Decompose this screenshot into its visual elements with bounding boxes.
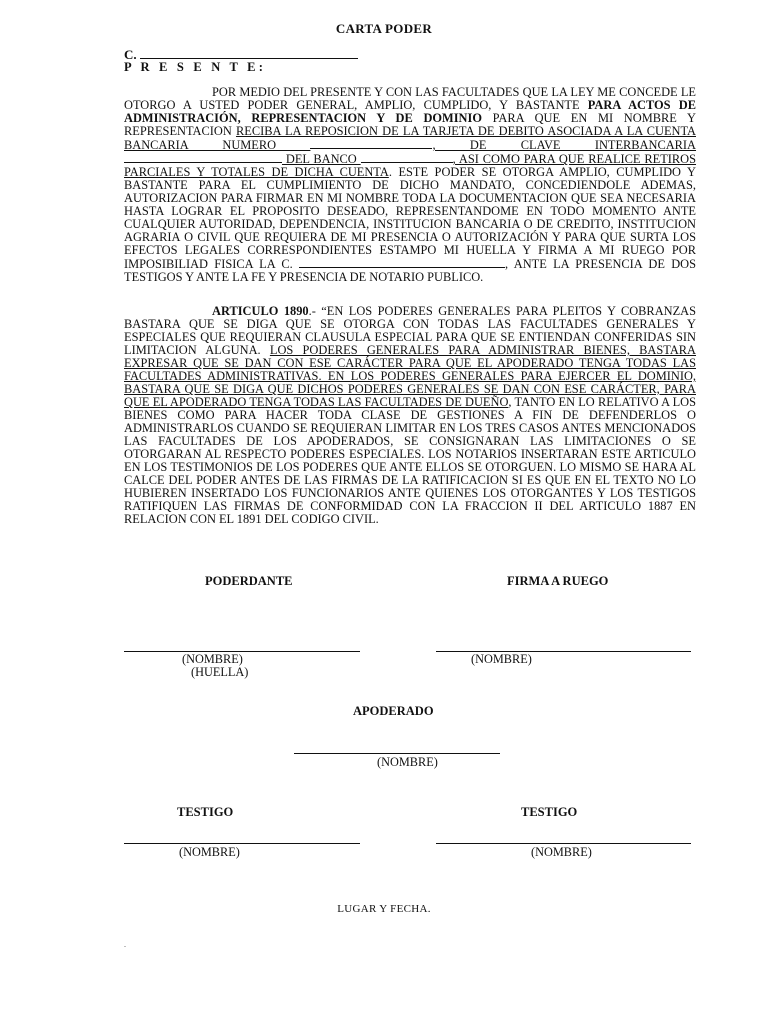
testigo-right-label: TESTIGO (521, 805, 578, 819)
bank-name-blank (361, 152, 453, 163)
clabe-blank (124, 152, 282, 163)
apoderado-label: APODERADO (353, 704, 434, 718)
paragraph-article-1890 (124, 305, 696, 526)
grant-acts-bold: PARA ACTOS DE ADMINISTRACIÓN, REPRESENTACION Y DE DOMINIO (124, 98, 696, 125)
testigo-right-signature-line (436, 843, 691, 844)
grant-text-2: PARA QUE EN MI NOMBRE Y REPRESENTACION (124, 111, 696, 138)
article-text-2: , TANTO EN LO RELATIVO A LOS BIENES COMO PARA HACER TODA CLASE DE GESTIONES A FIN DE DEFENDERLOS O ADMINISTRARLOS CUANDO SE REQUIERAN LIMITAR EN LOS TRES CASOS ANTES MENCIONADOS LAS FACULTADES DE LOS APODERADOS, SE CONSIGNARAN LAS LIMITACIONES O SE OTORGARAN AL RESPECTO PODERES ESPECIALES. LOS NOTARIOS INSERTARAN ESTE ARTICULO EN LOS TESTIMONIOS DE LOS PODERES QUE ANTE ELLOS SE OTORGUEN. LO MISMO SE HARA AL CALCE DEL PODER ANTES DE LAS FIRMAS DE LA RATIFICACION SI ES QUE EN EL TEXTO NO LO HUBIEREN INSERTADO LOS FUNCIONARIOS ANTE QUIENES LOS OTORGANTES Y LOS TESTIGOS RATIFIQUEN LAS FIRMAS DE CONFORMIDAD CON LA FRACCION II DEL ARTICULO 1887 EN RELACION CON EL 1891 DEL CODIGO CIVIL. (124, 395, 696, 526)
testigo-right-name-caption: (NOMBRE) (531, 845, 592, 859)
document-title: CARTA PODER (335, 21, 433, 36)
grant-text-4: , ANTE LA PRESENCIA DE DOS TESTIGOS Y ANTE LA FE Y PRESENCIA DE NOTARIO PUBLICO. (124, 257, 697, 284)
poderdante-label: PODERDANTE (205, 574, 293, 588)
grant-text-3: . ESTE PODER SE OTORGA AMPLIO, CUMPLIDO Y BASTANTE PARA EL CUMPLIMIENTO DE DICHO MANDATO, CONCEDIENDOLE ADEMAS, AUTORIZACION PARA FIRMAR EN MI NOMBRE TODA LA DOCUMENTACION QUE SEA NECESARIA HASTA LOGRAR EL PROPOSITO DESEADO, REPRESENTANDOME EN TODO MOMENTO ANTE CUALQUIER AUTORIDAD, DEPENDENCIA, INSTITUCION BANCARIA O DE CREDITO, INSTITUCION AGRARIA O CIVIL QUE REQUIERA DE MI PRESENCIA O AUTORIZACIÓN Y PARA QUE SURTA LOS EFECTOS LEGALES CORRESPONDIENTES ESTAMPO MI HUELLA Y FIRMA A MI RUEGO POR IMPOSIBILIAD FISICA LA C. (124, 165, 696, 271)
article-number: ARTICULO 1890 (212, 304, 309, 318)
presente-heading: P R E S E N T E: (124, 60, 267, 74)
signer-name-blank (299, 257, 505, 268)
testigo-left-signature-line (124, 843, 360, 844)
grant-purpose-2: , DE CLAVE INTERBANCARIA (432, 138, 697, 152)
firma-ruego-label: FIRMA A RUEGO (507, 574, 609, 588)
grant-purpose-1: RECIBA LA REPOSICION DE LA TARJETA DE DEBITO ASOCIADA A LA CUENTA BANCARIA NUMERO (124, 124, 696, 152)
testigo-left-name-caption: (NOMBRE) (179, 845, 240, 859)
grant-text-1: POR MEDIO DEL PRESENTE Y CON LAS FACULTADES QUE LA LEY ME CONCEDE LE OTORGO A USTED PODER GENERAL, AMPLIO, CUMPLIDO, Y BASTANTE (124, 85, 696, 112)
poderdante-name-caption: (NOMBRE) (182, 652, 243, 666)
testigo-left-label: TESTIGO (177, 805, 234, 819)
account-number-blank (310, 138, 432, 149)
addressee-blank (140, 48, 358, 59)
poderdante-fingerprint-caption: (HUELLA) (191, 665, 249, 679)
apoderado-signature-line (294, 753, 500, 754)
article-text-1: .- “EN LOS PODERES GENERALES PARA PLEITOS Y COBRANZAS BASTARA QUE SE DIGA QUE SE OTORGA CON TODAS LAS FACULTADES GENERALES Y ESPECIALES QUE REQUIERAN CLAUSULA ESPECIAL PARA QUE SE ENTIENDAN CONFERIDAS SIN LIMITACION ALGUNA. (124, 304, 696, 357)
grant-purpose-3: DEL BANCO (282, 152, 361, 166)
article-text-underlined: LOS PODERES GENERALES PARA ADMINISTRAR BIENES, BASTARA EXPRESAR QUE SE DAN CON ESE CARÁCTER PARA QUE EL APODERADO TENGA TODAS LAS FACULTADES ADMINISTRATIVAS. EN LOS PODERES GENERALES PARA EJERCER EL DOMINIO, BASTARA QUE SE DIGA QUE DICHOS PODERES GENERALES SE DAN CON ESE CARÁCTER, PARA QUE EL APODERADO TENGA TODAS LAS FACULTADES DE DUEÑO (124, 343, 697, 409)
footer-mark: . (124, 940, 126, 949)
addressee-prefix: C. (124, 47, 137, 62)
paragraph-grant (124, 86, 696, 284)
apoderado-name-caption: (NOMBRE) (377, 755, 438, 769)
place-and-date: LUGAR Y FECHA. (337, 903, 431, 915)
grant-purpose-4: , ASI COMO PARA QUE REALICE RETIROS PARCIALES Y TOTALES DE DICHA CUENTA (124, 152, 697, 179)
firma-ruego-name-caption: (NOMBRE) (471, 652, 532, 666)
